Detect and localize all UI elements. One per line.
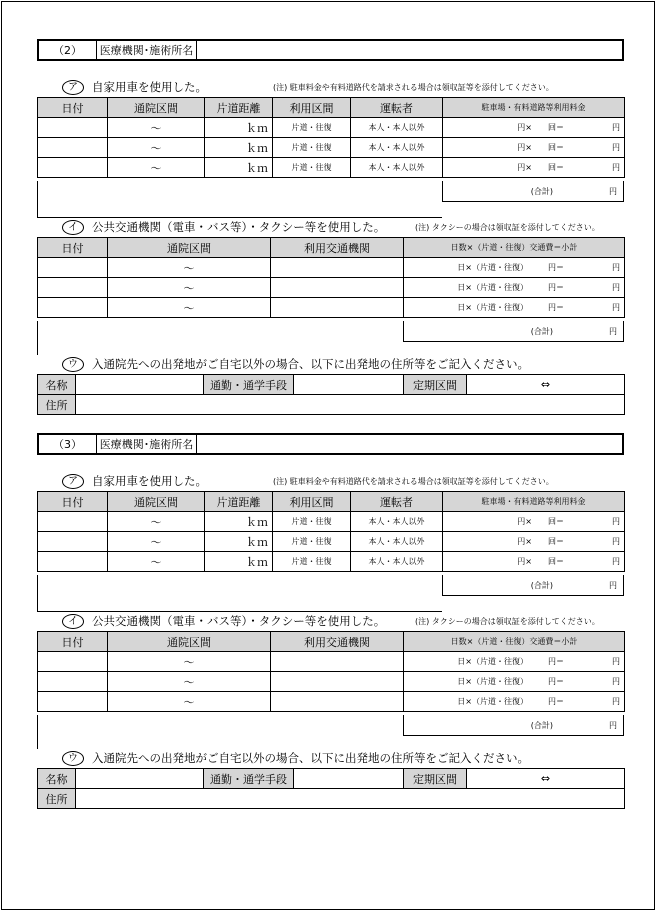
driver-choice[interactable]: 本人・本人以外 (351, 552, 443, 572)
section-field[interactable]: ～ (108, 118, 205, 138)
commute-label: 通勤・通学手段 (204, 769, 294, 789)
distance-field[interactable]: ｋｍ (205, 118, 273, 138)
driver-choice[interactable]: 本人・本人以外 (351, 532, 443, 552)
section-field[interactable]: ～ (108, 138, 205, 158)
col-date: 日付 (38, 98, 108, 118)
pass-range-field[interactable]: ⇔ (467, 375, 625, 395)
option-mark: イ (62, 614, 84, 629)
driver-choice[interactable]: 本人・本人以外 (351, 138, 443, 158)
transit-table (37, 237, 625, 318)
col-section: 通院区間 (108, 632, 271, 652)
col-date: 日付 (38, 492, 108, 512)
table-row (38, 692, 625, 712)
table-row (38, 769, 625, 789)
origin-table (37, 768, 625, 809)
table-header-row (38, 98, 625, 118)
date-field[interactable] (38, 278, 108, 298)
facility-name-field[interactable] (197, 435, 622, 453)
section-2 (37, 39, 624, 415)
subtotal-field[interactable]: 日×（片道・往復） 円＝ 円 (404, 298, 625, 318)
use-choice[interactable]: 片道・往復 (273, 158, 351, 178)
divider (37, 575, 38, 611)
table-header-row (38, 238, 625, 258)
name-label: 名称 (38, 375, 76, 395)
col-distance: 片道距離 (205, 492, 273, 512)
name-label: 名称 (38, 769, 76, 789)
commute-field[interactable] (294, 375, 404, 395)
col-date: 日付 (38, 632, 108, 652)
col-section: 通院区間 (108, 238, 271, 258)
table-row (38, 512, 625, 532)
section-field[interactable]: ～ (108, 652, 271, 672)
option-mark: ア (62, 474, 84, 489)
col-fee: 駐車場・有料道路等利用料金 (443, 492, 625, 512)
col-driver: 運転者 (351, 98, 443, 118)
car-option (62, 473, 207, 489)
date-field[interactable] (38, 158, 108, 178)
origin-option (62, 750, 529, 766)
car-total[interactable]: (合計) 円 (442, 181, 624, 202)
table-row (38, 395, 625, 415)
date-field[interactable] (38, 532, 108, 552)
table-header-row (38, 492, 625, 512)
option-mark: ア (62, 80, 84, 95)
transport-field[interactable] (271, 258, 404, 278)
col-distance: 片道距離 (205, 98, 273, 118)
use-choice[interactable]: 片道・往復 (273, 552, 351, 572)
divider (37, 181, 38, 217)
origin-address-field[interactable] (76, 789, 625, 809)
car-option (62, 79, 207, 95)
table-row (38, 375, 625, 395)
form-page (1, 1, 655, 910)
date-field[interactable] (38, 552, 108, 572)
car-title: 自家用車を使用した。 (92, 80, 207, 94)
transit-title: 公共交通機関（電車・バス等）・タクシー等を使用した。 (92, 220, 386, 234)
col-use: 利用区間 (273, 98, 351, 118)
option-mark: ウ (62, 357, 84, 372)
col-subtotal: 日数×（片道・往復）交通費＝小計 (404, 238, 625, 258)
car-total[interactable]: (合計) 円 (442, 575, 624, 596)
col-subtotal: 日数×（片道・往復）交通費＝小計 (404, 632, 625, 652)
subtotal-field[interactable]: 日×（片道・往復） 円＝ 円 (404, 258, 625, 278)
table-row (38, 652, 625, 672)
section-field[interactable]: ～ (108, 692, 271, 712)
date-field[interactable] (38, 652, 108, 672)
driver-choice[interactable]: 本人・本人以外 (351, 118, 443, 138)
section-field[interactable]: ～ (108, 278, 271, 298)
use-choice[interactable]: 片道・往復 (273, 512, 351, 532)
table-row (38, 298, 625, 318)
col-transport: 利用交通機関 (271, 632, 404, 652)
col-transport: 利用交通機関 (271, 238, 404, 258)
commute-label: 通勤・通学手段 (204, 375, 294, 395)
distance-field[interactable]: ｋｍ (205, 138, 273, 158)
section-3 (37, 433, 624, 809)
origin-title: 入通院先への出発地がご自宅以外の場合、以下に出発地の住所等をご記入ください。 (92, 751, 529, 765)
pass-label: 定期区間 (404, 769, 467, 789)
address-label: 住所 (38, 395, 76, 415)
facility-label: 医療機関･施術所名 (97, 435, 197, 453)
section-field[interactable]: ～ (108, 512, 205, 532)
facility-label: 医療機関･施術所名 (97, 41, 197, 59)
driver-choice[interactable]: 本人・本人以外 (351, 158, 443, 178)
facility-header (37, 39, 624, 61)
col-section: 通院区間 (108, 98, 205, 118)
use-choice[interactable]: 片道・往復 (273, 532, 351, 552)
table-row (38, 552, 625, 572)
date-field[interactable] (38, 298, 108, 318)
option-mark: イ (62, 220, 84, 235)
subtotal-field[interactable]: 日×（片道・往復） 円＝ 円 (404, 278, 625, 298)
driver-choice[interactable]: 本人・本人以外 (351, 512, 443, 532)
col-use: 利用区間 (273, 492, 351, 512)
car-note: (注) 駐車料金や有料道路代を請求される場合は領収証等を添付してください。 (273, 83, 554, 92)
commute-field[interactable] (294, 769, 404, 789)
car-table (37, 97, 625, 178)
transit-table (37, 631, 625, 712)
table-row (38, 138, 625, 158)
transit-title: 公共交通機関（電車・バス等）・タクシー等を使用した。 (92, 614, 386, 628)
fee-field[interactable]: 円× 回＝ 円 (443, 512, 625, 532)
section-field[interactable]: ～ (108, 552, 205, 572)
transit-note: (注) タクシーの場合は領収証を添付してください。 (415, 617, 600, 626)
distance-field[interactable]: ｋｍ (205, 552, 273, 572)
transport-field[interactable] (271, 298, 404, 318)
car-note: (注) 駐車料金や有料道路代を請求される場合は領収証等を添付してください。 (273, 477, 554, 486)
fee-field[interactable]: 円× 回＝ 円 (443, 552, 625, 572)
transit-total[interactable]: (合計) 円 (403, 715, 624, 736)
car-table (37, 491, 625, 572)
fee-field[interactable]: 円× 回＝ 円 (443, 158, 625, 178)
subtotal-field[interactable]: 日×（片道・往復） 円＝ 円 (404, 652, 625, 672)
subtotal-field[interactable]: 日×（片道・往復） 円＝ 円 (404, 672, 625, 692)
section-number: （2） (39, 41, 97, 59)
fee-field[interactable]: 円× 回＝ 円 (443, 118, 625, 138)
origin-table (37, 374, 625, 415)
origin-name-field[interactable] (76, 375, 204, 395)
table-row (38, 118, 625, 138)
table-header-row (38, 632, 625, 652)
section-field[interactable]: ～ (108, 258, 271, 278)
transit-note: (注) タクシーの場合は領収証を添付してください。 (415, 223, 600, 232)
date-field[interactable] (38, 138, 108, 158)
transport-field[interactable] (271, 692, 404, 712)
date-field[interactable] (38, 258, 108, 278)
col-driver: 運転者 (351, 492, 443, 512)
fee-field[interactable]: 円× 回＝ 円 (443, 532, 625, 552)
distance-field[interactable]: ｋｍ (205, 512, 273, 532)
transport-field[interactable] (271, 672, 404, 692)
section-field[interactable]: ～ (108, 158, 205, 178)
table-row (38, 278, 625, 298)
facility-header (37, 433, 624, 455)
divider (37, 611, 442, 612)
section-field[interactable]: ～ (108, 672, 271, 692)
section-field[interactable]: ～ (108, 532, 205, 552)
col-section: 通院区間 (108, 492, 205, 512)
fee-field[interactable]: 円× 回＝ 円 (443, 138, 625, 158)
use-choice[interactable]: 片道・往復 (273, 138, 351, 158)
subtotal-field[interactable]: 日×（片道・往復） 円＝ 円 (404, 692, 625, 712)
use-choice[interactable]: 片道・往復 (273, 118, 351, 138)
table-row (38, 532, 625, 552)
col-date: 日付 (38, 238, 108, 258)
transit-total[interactable]: (合計) 円 (403, 321, 624, 342)
table-row (38, 789, 625, 809)
section-field[interactable]: ～ (108, 298, 271, 318)
distance-field[interactable]: ｋｍ (205, 158, 273, 178)
section-number: （3） (39, 435, 97, 453)
distance-field[interactable]: ｋｍ (205, 532, 273, 552)
table-row (38, 258, 625, 278)
date-field[interactable] (38, 692, 108, 712)
divider (37, 321, 38, 355)
origin-name-field[interactable] (76, 769, 204, 789)
car-title: 自家用車を使用した。 (92, 474, 207, 488)
table-row (38, 158, 625, 178)
table-row (38, 672, 625, 692)
col-fee: 駐車場・有料道路等利用料金 (443, 98, 625, 118)
option-mark: ウ (62, 751, 84, 766)
divider (37, 715, 38, 749)
facility-name-field[interactable] (197, 41, 622, 59)
transport-field[interactable] (271, 652, 404, 672)
transit-option (62, 613, 385, 629)
divider (37, 217, 442, 218)
address-label: 住所 (38, 789, 76, 809)
pass-range-field[interactable]: ⇔ (467, 769, 625, 789)
date-field[interactable] (38, 512, 108, 532)
origin-address-field[interactable] (76, 395, 625, 415)
date-field[interactable] (38, 118, 108, 138)
date-field[interactable] (38, 672, 108, 692)
transit-option (62, 219, 385, 235)
origin-title: 入通院先への出発地がご自宅以外の場合、以下に出発地の住所等をご記入ください。 (92, 357, 529, 371)
pass-label: 定期区間 (404, 375, 467, 395)
origin-option (62, 356, 529, 372)
transport-field[interactable] (271, 278, 404, 298)
